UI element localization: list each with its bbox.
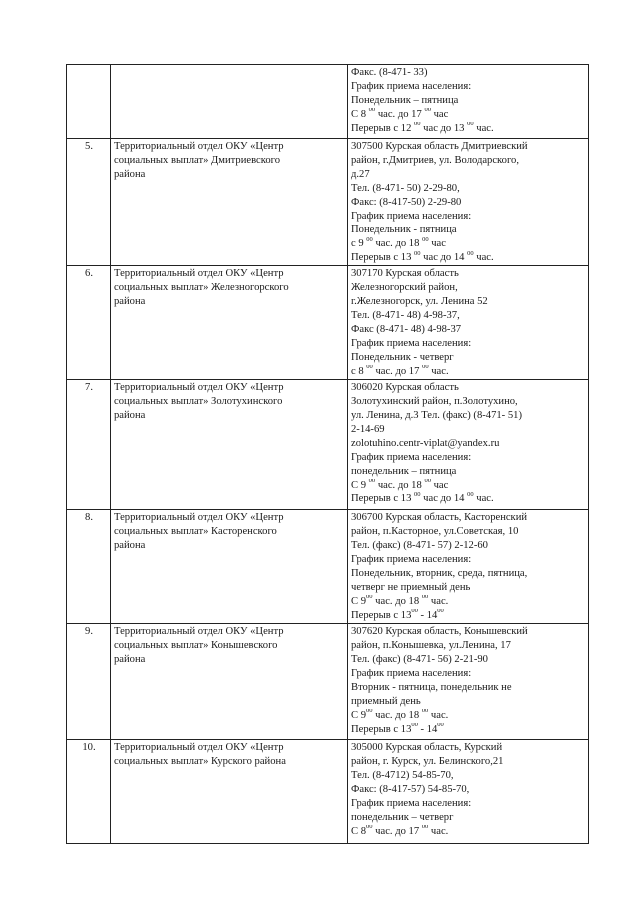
time-text: час. до 17 xyxy=(375,108,425,120)
time-minutes-superscript: 00 xyxy=(437,722,444,728)
time-minutes-superscript: 00 xyxy=(366,364,373,370)
time-minutes-superscript: 00 xyxy=(467,121,474,128)
table-row xyxy=(67,740,589,844)
time-minutes-superscript: 00 xyxy=(368,107,376,114)
time-minutes-superscript: 00 xyxy=(414,492,421,498)
office-name-cell xyxy=(111,510,348,624)
office-name-line: района xyxy=(114,295,146,307)
office-name-cell xyxy=(111,624,348,740)
time-text: с 9 xyxy=(351,238,367,250)
contact-line: Факс (8-471- 48) 4-98-37 xyxy=(351,323,462,335)
time-text: Перерыв с 13 xyxy=(351,252,415,264)
office-name-line: социальных выплат» Золотухинского xyxy=(114,396,283,408)
contact-line: район, п.Касторное, ул.Советская, 10 xyxy=(351,526,519,538)
contact-line: Вторник - пятница, понедельник не xyxy=(351,681,512,693)
contact-line xyxy=(351,595,586,609)
office-name-cell xyxy=(111,65,348,139)
contact-line: Тел. (факс) (8-471- 57) 2-12-60 xyxy=(351,539,488,551)
time-text: Перерыв с 12 xyxy=(351,122,415,134)
time-text: Перерыв с 13 xyxy=(351,723,412,735)
time-text: Перерыв с 13 xyxy=(351,609,412,621)
contact-line: 307170 Курская область xyxy=(351,268,459,280)
row-number: 9. xyxy=(67,624,111,740)
contact-line: График приема населения: xyxy=(351,797,472,809)
office-name-line: Территориальный отдел ОКУ «Центр xyxy=(114,382,284,394)
contact-line: Тел. (8-471- 48) 4-98-37, xyxy=(351,309,460,321)
contact-line xyxy=(351,825,586,839)
contact-line xyxy=(351,709,586,723)
time-minutes-superscript: 00 xyxy=(366,594,373,601)
office-name-line: Территориальный отдел ОКУ «Центр xyxy=(114,626,284,638)
time-minutes-superscript: 00 xyxy=(467,251,474,257)
contact-line: График приема населения: xyxy=(351,553,472,565)
time-minutes-superscript: 00 xyxy=(437,608,444,614)
contact-line: д.27 xyxy=(351,168,370,180)
office-contact-cell xyxy=(348,65,589,139)
contact-line: 307620 Курская область, Конышевский xyxy=(351,626,528,638)
time-text: час. до 18 xyxy=(372,595,422,607)
time-text: час. xyxy=(473,493,494,505)
office-name-line: района xyxy=(114,409,146,421)
time-text: С 9 xyxy=(351,709,367,721)
office-contact-cell xyxy=(348,740,589,844)
office-name-line: Территориальный отдел ОКУ «Центр xyxy=(114,268,284,280)
contact-line: понедельник – пятница xyxy=(351,465,457,477)
office-name-line: Территориальный отдел ОКУ «Центр xyxy=(114,512,284,524)
contact-line: 305000 Курская область, Курский xyxy=(351,742,503,754)
contact-line xyxy=(351,108,586,122)
office-name-line: социальных выплат» Касторенского xyxy=(114,526,277,538)
time-text: час. xyxy=(428,825,449,837)
contact-line: Факс: (8-417-57) 54-85-70, xyxy=(351,783,470,795)
contact-line: График приема населения: xyxy=(351,210,472,222)
time-text: час. xyxy=(428,709,449,721)
time-text: С 9 xyxy=(351,479,369,491)
time-text: час. до 18 xyxy=(372,238,423,250)
row-number: 10. xyxy=(67,740,111,844)
time-minutes-superscript: 00 xyxy=(414,251,421,257)
office-contact-cell xyxy=(348,139,589,266)
contact-line: район, г.Дмитриев, ул. Володарского, xyxy=(351,154,519,166)
table-row xyxy=(67,624,589,740)
office-name-cell xyxy=(111,266,348,380)
contact-line: График приема населения: xyxy=(351,667,472,679)
contact-line: Железногорский район, xyxy=(351,282,458,294)
office-name-line: социальных выплат» Конышевского xyxy=(114,640,278,652)
office-contact-cell xyxy=(348,266,589,380)
time-minutes-superscript: 00 xyxy=(414,121,421,128)
time-minutes-superscript: 00 xyxy=(421,708,429,715)
offices-table xyxy=(66,64,589,844)
time-text: час до 13 xyxy=(420,122,468,134)
table-row xyxy=(67,510,589,624)
time-minutes-superscript: 00 xyxy=(421,824,429,831)
time-minutes-superscript: 00 xyxy=(366,824,373,831)
contact-line: понедельник – четверг xyxy=(351,811,454,823)
time-text: с 8 xyxy=(351,365,367,377)
time-minutes-superscript: 00 xyxy=(366,708,373,715)
contact-line: четверг не приемный день xyxy=(351,581,471,593)
contact-line: район, г. Курск, ул. Белинского,21 xyxy=(351,756,504,768)
time-minutes-superscript: 00 xyxy=(467,492,474,498)
time-text: час. до 17 xyxy=(372,825,422,837)
time-text: час. до 17 xyxy=(372,365,423,377)
table-row xyxy=(67,266,589,380)
contact-line: График приема населения: xyxy=(351,337,472,349)
table-row xyxy=(67,380,589,510)
office-name-line: района xyxy=(114,539,146,551)
time-text: час xyxy=(428,238,446,250)
contact-line: Факс. (8-471- 33) xyxy=(351,67,428,78)
contact-line: 306700 Курская область, Касторенский xyxy=(351,512,528,524)
time-text: час до 14 xyxy=(420,252,468,264)
time-text: Перерыв с 13 xyxy=(351,493,415,505)
office-contact-cell xyxy=(348,510,589,624)
contact-line: График приема населения: xyxy=(351,451,472,463)
contact-line xyxy=(351,365,586,379)
contact-line xyxy=(351,492,586,506)
time-minutes-superscript: 00 xyxy=(411,608,418,614)
time-text: час. до 18 xyxy=(372,709,422,721)
time-text: час xyxy=(430,479,449,491)
time-minutes-superscript: 00 xyxy=(366,237,373,243)
contact-line: Тел. (факс) (8-471- 56) 2-21-90 xyxy=(351,653,488,665)
time-minutes-superscript: 00 xyxy=(368,478,376,484)
contact-line: Золотухинский район, п.Золотухино, xyxy=(351,396,518,408)
office-name-line: социальных выплат» Дмитриевского xyxy=(114,154,281,166)
contact-line: ул. Ленина, д.3 Тел. (факс) (8-471- 51) xyxy=(351,409,522,421)
time-text: С 8 xyxy=(351,825,367,837)
office-name-cell xyxy=(111,740,348,844)
time-text: час. xyxy=(428,595,449,607)
contact-line xyxy=(351,251,586,265)
office-contact-cell xyxy=(348,380,589,510)
office-name-line: социальных выплат» Курского района xyxy=(114,756,286,768)
office-name-cell xyxy=(111,380,348,510)
office-name-cell xyxy=(111,139,348,266)
time-text: час. xyxy=(428,365,449,377)
contact-line xyxy=(351,237,586,251)
time-text: час xyxy=(430,108,449,120)
contact-line: Тел. (8-471- 50) 2-29-80, xyxy=(351,182,460,194)
row-number: 7. xyxy=(67,380,111,510)
contact-line: График приема населения: xyxy=(351,80,472,92)
time-minutes-superscript: 00 xyxy=(421,594,429,601)
contact-line: 2-14-69 xyxy=(351,423,385,435)
contact-line: Факс: (8-417-50) 2-29-80 xyxy=(351,196,462,208)
office-name-line: социальных выплат» Железногорского xyxy=(114,282,289,294)
contact-line: Тел. (8-4712) 54-85-70, xyxy=(351,769,454,781)
time-text: час. xyxy=(473,122,494,134)
offices-table-body xyxy=(67,65,589,844)
time-minutes-superscript: 00 xyxy=(424,478,431,484)
table-row xyxy=(67,139,589,266)
time-text: - 14 xyxy=(417,609,438,621)
contact-line: приемный день xyxy=(351,695,421,707)
contact-line: г.Железногорск, ул. Ленина 52 xyxy=(351,295,488,307)
time-text: час до 14 xyxy=(420,493,468,505)
office-name-line: Территориальный отдел ОКУ «Центр xyxy=(114,742,284,754)
time-text: С 8 xyxy=(351,108,369,120)
time-minutes-superscript: 00 xyxy=(411,722,418,728)
office-contact-cell xyxy=(348,624,589,740)
contact-line: Понедельник - четверг xyxy=(351,351,454,363)
time-minutes-superscript: 00 xyxy=(424,107,431,114)
row-number xyxy=(67,65,111,139)
office-name-line: района xyxy=(114,653,146,665)
row-number: 5. xyxy=(67,139,111,266)
contact-line: Понедельник, вторник, среда, пятница, xyxy=(351,567,528,579)
time-minutes-superscript: 00 xyxy=(422,364,429,370)
contact-line xyxy=(351,122,586,136)
time-text: С 9 xyxy=(351,595,367,607)
contact-line: район, п.Конышевка, ул.Ленина, 17 xyxy=(351,640,511,652)
contact-line: zolotuhino.centr-viplat@yandex.ru xyxy=(351,437,500,449)
contact-line xyxy=(351,723,586,737)
row-number: 6. xyxy=(67,266,111,380)
time-text: - 14 xyxy=(417,723,438,735)
contact-line: Понедельник - пятница xyxy=(351,224,457,236)
contact-line: 307500 Курская область Дмитриевский xyxy=(351,141,528,152)
contact-line: Понедельник – пятница xyxy=(351,94,459,106)
row-number: 8. xyxy=(67,510,111,624)
time-text: час. xyxy=(473,252,494,264)
time-text: час. до 18 xyxy=(375,479,425,491)
office-name-line: Территориальный отдел ОКУ «Центр xyxy=(114,141,284,152)
table-row xyxy=(67,65,589,139)
contact-line xyxy=(351,479,586,493)
contact-line: 306020 Курская область xyxy=(351,382,459,394)
office-name-line: района xyxy=(114,168,146,180)
time-minutes-superscript: 00 xyxy=(422,237,429,243)
contact-line xyxy=(351,609,586,623)
